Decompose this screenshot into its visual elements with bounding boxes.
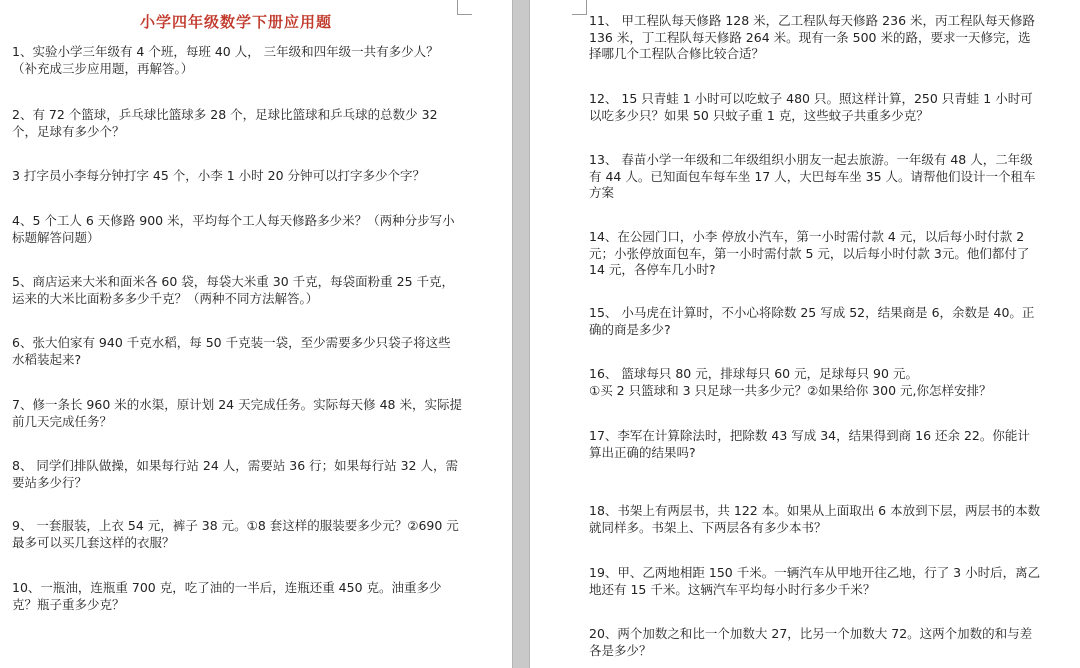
problem-19: 19、甲、乙两地相距 150 千米。一辆汽车从甲地开往乙地，行了 3 小时后，离乙地还有 15 千米。这辆汽车平均每小时行多少千米？ xyxy=(589,565,1041,597)
problem-7: 7、修一条长 960 米的水渠，原计划 24 天完成任务。实际每天修 48 米，实际提前几天完成任务？ xyxy=(12,397,462,429)
right-page xyxy=(530,0,1080,668)
document-title: 小学四年级数学下册应用题 xyxy=(139,13,332,31)
problem-8: 8、 同学们排队做操，如果每行站 24 人，需要站 36 行；如果每行站 32 人，需要站多少行？ xyxy=(12,458,458,490)
problem-18: 18、书架上有两层书，共 122 本。如果从上面取出 6 本放到下层，两层书的本数就同样多。书架上、下两层各有多少本书？ xyxy=(589,503,1041,535)
problem-5: 5、商店运来大米和面米各 60 袋，每袋大米重 30 千克，每袋面粉重 25 千克，运来的大米比面粉多多少千克？（两种不同方法解答。） xyxy=(12,274,455,306)
problem-13: 13、 春苗小学一年级和二年级组织小朋友一起去旅游。一年级有 48 人，二年级有 44 人。已知面包车每车坐 17 人，大巴每车坐 35 人。请帮他们设计一个租车方案 xyxy=(589,152,1036,200)
problem-6: 6、张大伯家有 940 千克水稻，每 50 千克装一袋，至少需要多少只袋子将这些水稻装起来? xyxy=(12,335,451,367)
problem-10: 10、一瓶油，连瓶重 700 克，吃了油的一半后，连瓶还重 450 克。油重多少克？瓶子重多少克？ xyxy=(12,580,442,612)
problem-15: 15、 小马虎在计算时，不小心将除数 25 写成 52，结果商是 6，余数是 40。正确的商是多少? xyxy=(589,305,1035,337)
problem-20: 20、两个加数之和比一个加数大 27，比另一个加数大 72。这两个加数的和与差各是多少？ xyxy=(589,626,1033,658)
problem-9: 9、 一套服装，上衣 54 元，裤子 38 元。①8 套这样的服装要多少元？②690 元最多可以买几套这样的衣服？ xyxy=(12,518,459,550)
problem-4: 4、5 个工人 6 天修路 900 米，平均每个工人每天修路多少米？（两种分步写小标题解答问题） xyxy=(12,213,455,245)
problem-2: 2、有 72 个篮球，乒乓球比篮球多 28 个，足球比篮球和乒乓球的总数少 32 个，足球有多少个？ xyxy=(12,107,438,139)
problem-12: 12、 15 只青蛙 1 小时可以吃蚊子 480 只。照这样计算，250 只青蛙 1 小时可以吃多少只？如果 50 只蚊子重 1 克，这些蚊子共重多少克？ xyxy=(589,91,1033,123)
problem-1: 1、实验小学三年级有 4 个班，每班 40 人， 三年级和四年级一共有多少人？（补充成三步应用题，再解答。） xyxy=(12,44,439,76)
margin-corner-mark xyxy=(572,0,587,15)
problem-3: 3 打字员小李每分钟打字 45 个，小李 1 小时 20 分钟可以打字多少个字？ xyxy=(12,168,426,183)
problem-17: 17、李军在计算除法时，把除数 43 写成 34，结果得到商 16 还余 22。你能计算出正确的结果吗? xyxy=(589,428,1030,460)
problem-16: 16、 篮球每只 80 元，排球每只 60 元，足球每只 90 元。 ①买 2 只篮球和 3 只足球一共多少元？②如果给你 300 元,你怎样安排？ xyxy=(589,366,992,398)
page-gutter xyxy=(512,0,530,668)
problem-11: 11、 甲工程队每天修路 128 米，乙工程队每天修路 236 米，丙工程队每天修路 136 米，丁工程队每天修路 264 米。现有一条 500 米的路，要求一天修完，选择哪几个工程队合修比较合适？ xyxy=(589,13,1035,61)
left-page xyxy=(0,0,512,668)
problem-14: 14、在公园门口，小李 停放小汽车，第一小时需付款 4 元，以后每小时付款 2 元；小张停放面包车，第一小时需付款 5 元，以后每小时付款 3元。他们都付了 14 元，各停车几小时? xyxy=(589,229,1030,277)
